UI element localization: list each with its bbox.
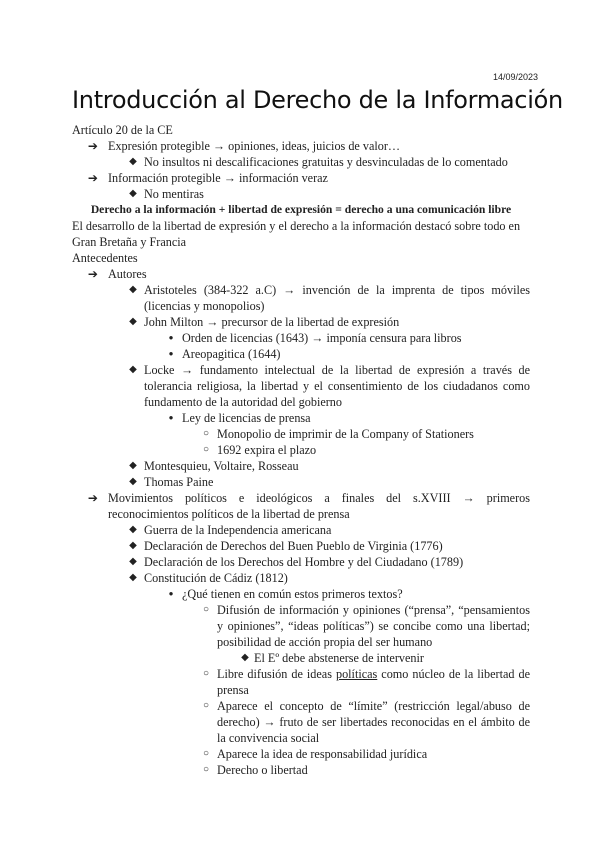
list-item: ◆ Declaración de los Derechos del Hombre y del Ciudadano (1789) <box>72 554 530 570</box>
list-item: ○ Monopolio de imprimir de la Company of Stationers <box>72 426 530 442</box>
list-item: ● Orden de licencias (1643) → imponía censura para libros <box>72 330 530 346</box>
list-item: ◆ No mentiras <box>72 186 530 202</box>
section-antecedentes: Antecedentes <box>72 251 138 265</box>
page-title: Introducción al Derecho de la Información <box>72 86 563 114</box>
list-item: ◆ Aristoteles (384-322 a.C) → invención de la imprenta de tipos móviles (licencias y monopolios) <box>72 282 530 314</box>
circle-bullet-icon: ○ <box>202 444 210 455</box>
list-item: ○ Derecho o libertad <box>72 762 530 778</box>
list-item: ➔ Expresión protegible → opiniones, ideas, juicios de valor… <box>87 139 401 153</box>
arrow-bullet-icon: ➔ <box>87 267 99 281</box>
section-art20: Artículo 20 de la CE <box>72 123 173 137</box>
diamond-bullet-icon: ◆ <box>129 476 137 487</box>
list-item: ◆ Locke → fundamento intelectual de la libertad de expresión a través de tolerancia religiosa, la libertad y el consentimiento de los ciudadanos como fundamento de la autoridad del gobierno <box>72 362 530 410</box>
circle-bullet-icon: ○ <box>202 668 210 679</box>
dot-bullet-icon: ● <box>168 333 174 342</box>
list-item: ➔ Movimientos políticos e ideológicos a finales del s.XVIII → primeros reconocimientos políticos de la libertad de prensa <box>87 491 530 521</box>
diamond-bullet-icon: ◆ <box>241 652 249 663</box>
underlined-text: políticas <box>335 667 378 681</box>
list-item: ◆ El Eº debe abstenerse de intervenir <box>72 650 530 666</box>
list-item: ○ Difusión de información y opiniones (“prensa”, “pensamientos y opiniones”, “ideas políticas”) se concibe como una libertad; posibilidad de acción propia del ser humano <box>72 602 530 650</box>
diamond-bullet-icon: ◆ <box>129 316 137 327</box>
dot-bullet-icon: ● <box>168 349 174 358</box>
list-item: ◆ No insultos ni descalificaciones gratuitas y desvinculadas de lo comentado <box>72 154 530 170</box>
list-item: ◆ Guerra de la Independencia americana <box>72 522 530 538</box>
list-item: ○ Aparece la idea de responsabilidad jurídica <box>72 746 530 762</box>
diamond-bullet-icon: ◆ <box>129 524 137 535</box>
list-item: ○ Aparece el concepto de “límite” (restricción legal/abuso de derecho) → fruto de ser libertades reconocidas en el ámbito de la convivencia social <box>72 698 530 746</box>
circle-bullet-icon: ○ <box>202 764 210 775</box>
list-item: ◆ Constitución de Cádiz (1812) <box>72 570 530 586</box>
notes-body <box>72 122 530 778</box>
diamond-bullet-icon: ◆ <box>129 156 137 167</box>
circle-bullet-icon: ○ <box>202 700 210 711</box>
diamond-bullet-icon: ◆ <box>129 540 137 551</box>
dot-bullet-icon: ● <box>168 589 174 598</box>
list-item: ➔ Información protegible → información veraz <box>87 171 328 185</box>
list-item: ○ 1692 expira el plazo <box>72 442 530 458</box>
diamond-bullet-icon: ◆ <box>129 572 137 583</box>
list-item: ◆ Montesquieu, Voltaire, Rosseau <box>72 458 530 474</box>
arrow-bullet-icon: ➔ <box>87 491 99 505</box>
paragraph-desarrollo: El desarrollo de la libertad de expresión y el derecho a la información destacó sobre todo en Gran Bretaña y Francia <box>72 219 521 249</box>
dot-bullet-icon: ● <box>168 413 174 422</box>
list-item: ● Areopagitica (1644) <box>72 346 530 362</box>
circle-bullet-icon: ○ <box>202 748 210 759</box>
list-item: ◆ John Milton → precursor de la libertad de expresión <box>72 314 530 330</box>
circle-bullet-icon: ○ <box>202 428 210 439</box>
formula: Derecho a la información + libertad de expresión = derecho a una comunicación libre <box>90 203 512 216</box>
diamond-bullet-icon: ◆ <box>129 284 137 295</box>
list-item: ○ Libre difusión de ideas políticas como núcleo de la libertad de prensa <box>72 666 530 698</box>
list-item: ◆ Declaración de Derechos del Buen Pueblo de Virginia (1776) <box>72 538 530 554</box>
list-item: ➔ Autores <box>87 267 147 281</box>
list-item: ● Ley de licencias de prensa <box>72 410 530 426</box>
diamond-bullet-icon: ◆ <box>129 460 137 471</box>
circle-bullet-icon: ○ <box>202 604 210 615</box>
list-item: ● ¿Qué tienen en común estos primeros textos? <box>72 586 530 602</box>
diamond-bullet-icon: ◆ <box>129 364 137 375</box>
arrow-bullet-icon: ➔ <box>87 171 99 185</box>
arrow-bullet-icon: ➔ <box>87 139 99 153</box>
date: 14/09/2023 <box>492 72 538 82</box>
list-item: ◆ Thomas Paine <box>72 474 530 490</box>
diamond-bullet-icon: ◆ <box>129 556 137 567</box>
diamond-bullet-icon: ◆ <box>129 188 137 199</box>
